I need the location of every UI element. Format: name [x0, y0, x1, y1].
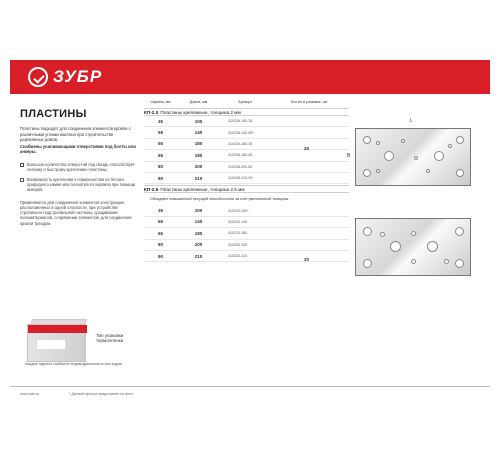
- group2-note: Обладают повышенной несущей способностью за счет увеличенной толщины: [150, 197, 289, 202]
- product-table: [144, 96, 349, 262]
- width-label: B: [347, 153, 351, 159]
- zubr-logo: [28, 67, 102, 87]
- bolt-hole-icon: [455, 259, 464, 268]
- nail-hole-icon: [411, 259, 416, 264]
- section-intro: Пластины подходят для соединения элементов кровли с различными углами наклона при строительстве деревянных домов.: [20, 126, 131, 142]
- section-title: ПЛАСТИНЫ: [20, 108, 87, 120]
- plate-drawing-bottom: [355, 218, 471, 276]
- length-label: L: [410, 118, 413, 124]
- table-row: 90 210 310236-210-90: [144, 173, 349, 184]
- nail-hole-icon: [380, 232, 385, 237]
- bolt-hole-icon: [427, 241, 438, 252]
- package-caption: Тип упаковки термопленка: [96, 333, 124, 344]
- bolt-hole-icon: [363, 227, 372, 236]
- footer-note: * Данный артикул представлен на фото: [69, 392, 134, 396]
- feature-item: Большое количество отверстий под гвоздь способствует легкому и быстрому креплению пластины: [20, 162, 138, 172]
- feature-item: Возможность крепления к поверхностям из бетона, природного камня или полнотелого кирпича при помощи анкеров: [20, 177, 138, 193]
- table-row: 65 180 310233-180: [144, 228, 349, 239]
- checkbox-icon: [20, 163, 24, 167]
- page-footer: [10, 386, 490, 396]
- table-row: 65 180 310236-180-65: [144, 150, 349, 161]
- bolt-hole-icon: [434, 151, 444, 161]
- table-header: Ширина, мм Длина, мм Артикул Кол-во в упаковке, шт.: [150, 100, 329, 104]
- description-column: [20, 108, 138, 226]
- catalog-page: [10, 0, 490, 450]
- group-title-kp20: КП-2.0 Пластины крепежные, толщина 2 мм: [144, 108, 349, 116]
- application-text: Применяются для соединения элементов конструкции, расположенных в одной плоскости, при устройстве стропильно-подстропильной системы, сращивании пиломатериалов, сопряжении элементов, для соединения кровли трехдом.: [20, 199, 132, 226]
- group2-quantity: 20: [304, 257, 310, 262]
- checkbox-icon: [20, 178, 24, 182]
- table-row: 80 200 310236-200-80: [144, 162, 349, 173]
- package-box-icon: [27, 324, 86, 362]
- section-intro-bold: Снабжены усиливающими отверстиями под болты или анкеры.: [20, 143, 136, 154]
- table-row: 55 180 310236-180-35: [144, 139, 349, 150]
- feature-list: [20, 162, 138, 193]
- bolt-hole-icon: [363, 259, 372, 268]
- package-note: Каждое изделие снабжено индивидуальным штрих-кодом: [25, 362, 122, 366]
- package-label: [36, 339, 66, 350]
- table-row: 35 100 310233-100*: [144, 205, 349, 216]
- bolt-hole-icon: [456, 136, 464, 144]
- logo-shield-icon: [28, 67, 48, 87]
- table-row: 90 210 310233-210: [144, 251, 349, 262]
- group-title-kp25: КП-2.5 Пластины крепежные, толщина 2.5 мм: [144, 185, 349, 193]
- bolt-hole-icon: [455, 227, 464, 236]
- bolt-hole-icon: [456, 169, 464, 177]
- table-row: 55 140 310233-140: [144, 217, 349, 228]
- nail-hole-icon: [414, 156, 418, 160]
- package-image: [22, 318, 89, 363]
- brand-header: [10, 60, 490, 94]
- bolt-hole-icon: [390, 241, 401, 252]
- package-red-stripe: [28, 325, 87, 333]
- bolt-hole-icon: [363, 136, 371, 144]
- bolt-hole-icon: [384, 151, 394, 161]
- brand-name: ЗУБР: [53, 67, 103, 86]
- table-row: 55 140 310236-140-55*: [144, 127, 349, 138]
- bolt-hole-icon: [363, 169, 371, 177]
- plate-drawing-top: [355, 128, 471, 186]
- nail-hole-icon: [426, 169, 430, 173]
- website-link[interactable]: www.zubr.ru: [20, 392, 40, 396]
- table-row: 80 200 310233-200: [144, 240, 349, 251]
- nail-hole-icon: [376, 141, 380, 145]
- nail-hole-icon: [444, 259, 449, 264]
- nail-hole-icon: [401, 139, 405, 143]
- nail-hole-icon: [411, 231, 416, 236]
- nail-hole-icon: [448, 144, 452, 148]
- table-row: 35 100 310236-100-35: [144, 116, 349, 127]
- nail-hole-icon: [376, 169, 380, 173]
- group1-quantity: 20: [304, 146, 310, 151]
